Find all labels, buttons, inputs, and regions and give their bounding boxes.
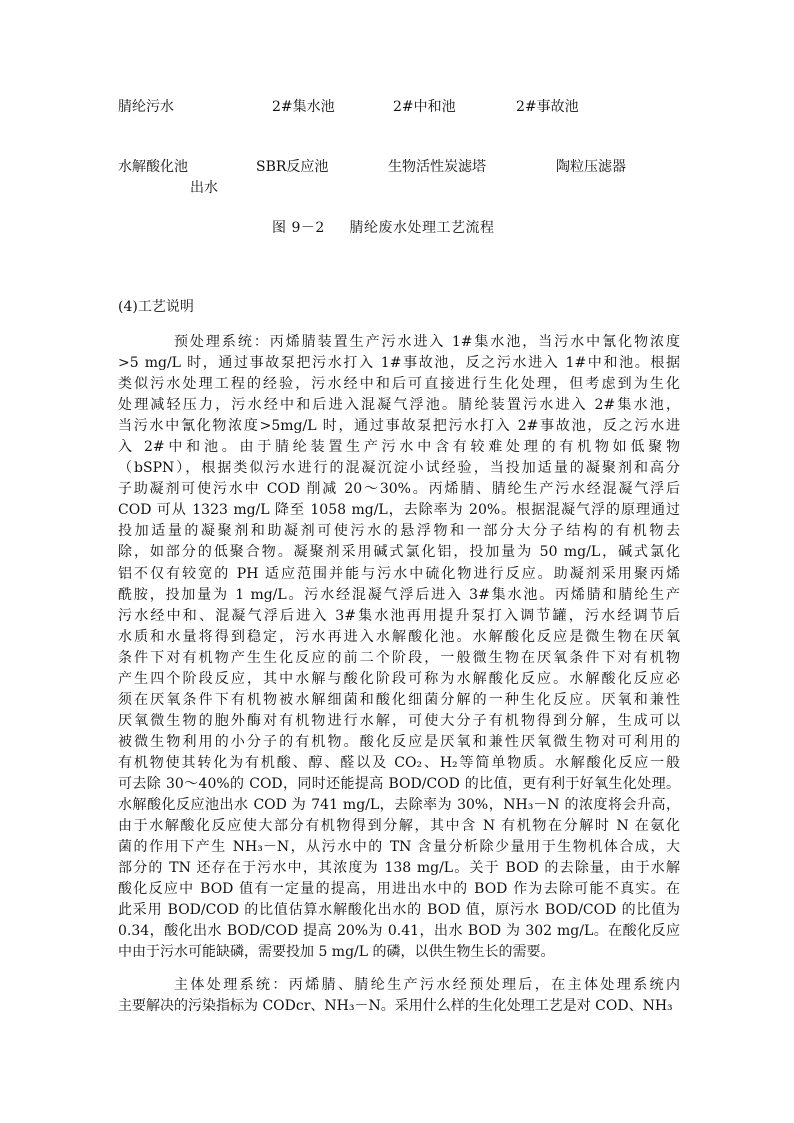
flow-label-wastewater: 腈纶污水 xyxy=(118,99,174,115)
flow-label-hydrolysis-tank: 水解酸化池 xyxy=(118,159,188,175)
text-line: （bSPN），根据类似污水进行的混凝沉淀小试经验，当投加适量的凝聚剂和高分 xyxy=(118,460,680,477)
text-line: 酰胺，投加量为 1 mg/L。污水经混凝气浮后进入 3#集水池。丙烯腈和腈纶生产 xyxy=(118,586,680,603)
text-line: 被微生物利用的小分子的有机物。酸化反应是厌氧和兼性厌氧微生物对可利用的 xyxy=(118,733,680,750)
text-line: 产生四个阶段反应，其中水解与酸化阶段可称为水解酸化反应。水解酸化反应必 xyxy=(118,670,680,687)
text-line: 厌氧微生物的胞外酶对有机物进行水解，可使大分子有机物得到分解，生成可以 xyxy=(118,712,680,729)
text-line: 入 2#中和池。由于腈纶装置生产污水中含有较难处理的有机物如低聚物 xyxy=(118,439,680,456)
paragraph-main-treatment xyxy=(118,975,680,1017)
text-line: 由于水解酸化反应使大部分有机物得到分解，其中含 N 有机物在分解时 N 在氨化 xyxy=(118,818,680,835)
text-line: 条件下对有机物产生生化反应的前二个阶段，一般微生物在厌氧条件下对有机物 xyxy=(118,649,680,666)
flow-label-sbr-tank: SBR反应池 xyxy=(256,159,329,175)
text-line: 可去除 30～40%的 COD，同时还能提高 BOD/COD 的比值，更有利于好氧生化处理。 xyxy=(118,775,680,792)
text-line: 须在厌氧条件下有机物被水解细菌和酸化细菌分解的一种生化反应。厌氧和兼性 xyxy=(118,691,680,708)
text-line: 投加适量的凝聚剂和助凝剂可使污水的悬浮物和一部分大分子结构的有机物去 xyxy=(118,523,680,540)
text-line: 中由于污水可能缺磷，需要投加 5 mg/L 的磷，以供生物生长的需要。 xyxy=(118,944,555,961)
text-line: 水质和水量将得到稳定，污水再进入水解酸化池。水解酸化反应是微生物在厌氧 xyxy=(118,628,680,645)
flow-label-collection-tank: 2#集水池 xyxy=(272,99,335,115)
text-line: 铝不仅有较宽的 PH 适应范围并能与污水中硫化物进行反应。助凝剂采用聚丙烯 xyxy=(118,565,680,582)
text-line: 当污水中氰化物浓度>5mg/L 时，通过事故泵把污水打入 2#事故池，反之污水进 xyxy=(118,418,680,435)
figure-caption: 图 9－2 腈纶废水处理工艺流程 xyxy=(272,220,495,236)
text-line: 此采用 BOD/COD 的比值估算水解酸化出水的 BOD 值，原污水 BOD/COD 的比值为 xyxy=(118,902,680,919)
text-line: 处理减轻压力，污水经中和后进入混凝气浮池。腈纶装置污水进入 2#集水池， xyxy=(118,397,680,414)
text-line: 水解酸化反应池出水 COD 为 741 mg/L，去除率为 30%，NH₃－N 的浓度将会升高， xyxy=(118,797,680,814)
text-line: 0.34，酸化出水 BOD/COD 提高 20%为 0.41，出水 BOD 为 302 mg/L。在酸化反应 xyxy=(118,923,680,940)
text-line: 主要解决的污染指标为 CODcr、NH₃－N。采用什么样的生化处理工艺是对 COD、NH₃ xyxy=(118,998,673,1015)
text-line: 类似污水处理工程的经验，污水经中和后可直接进行生化处理，但考虑到为生化 xyxy=(118,376,680,393)
text-line: 主体处理系统：丙烯腈、腈纶生产污水经预处理后，在主体处理系统内 xyxy=(174,977,680,993)
text-line: 菌的作用下产生 NH₃－N，从污水中的 TN 含量分析除少量用于生物机体合成，大 xyxy=(118,839,680,856)
flow-label-carbon-filter: 生物活性炭滤塔 xyxy=(388,159,486,175)
text-line: 预处理系统：丙烯腈装置生产污水进入 1#集水池，当污水中氰化物浓度 xyxy=(174,334,680,350)
paragraph-pretreatment xyxy=(118,332,680,963)
text-line: 酸化反应中 BOD 值有一定量的提高，用进出水中的 BOD 作为去除可能不真实。在 xyxy=(118,881,680,898)
flow-label-outlet: 出水 xyxy=(190,180,218,196)
text-line: 部分的 TN 还存在于污水中，其浓度为 138 mg/L。关于 BOD 的去除量，由于水解 xyxy=(118,860,680,877)
text-line: >5 mg/L 时，通过事故泵把污水打入 1#事故池，反之污水进入 1#中和池。根据 xyxy=(118,355,680,372)
flow-label-neutralization-tank: 2#中和池 xyxy=(393,99,456,115)
text-line: 子助凝剂可使污水中 COD 削减 20～30%。丙烯腈、腈纶生产污水经混凝气浮后 xyxy=(118,481,680,498)
flow-label-ceramsite-filter: 陶粒压滤器 xyxy=(556,159,626,175)
text-line: 有机物使其转化为有机酸、醇、醛以及 CO₂、H₂等简单物质。水解酸化反应一般 xyxy=(118,754,680,771)
text-line: 污水经中和、混凝气浮后进入 3#集水池再用提升泵打入调节罐，污水经调节后 xyxy=(118,607,680,624)
text-line: 除，如部分的低聚合物。凝聚剂采用碱式氯化铝，投加量为 50 mg/L，碱式氯化 xyxy=(118,544,680,561)
text-line: COD 可从 1323 mg/L 降至 1058 mg/L，去除率为 20%。根据混凝气浮的原理通过 xyxy=(118,502,680,519)
flow-label-accident-tank: 2#事故池 xyxy=(516,99,579,115)
section-title: (4)工艺说明 xyxy=(118,299,194,315)
